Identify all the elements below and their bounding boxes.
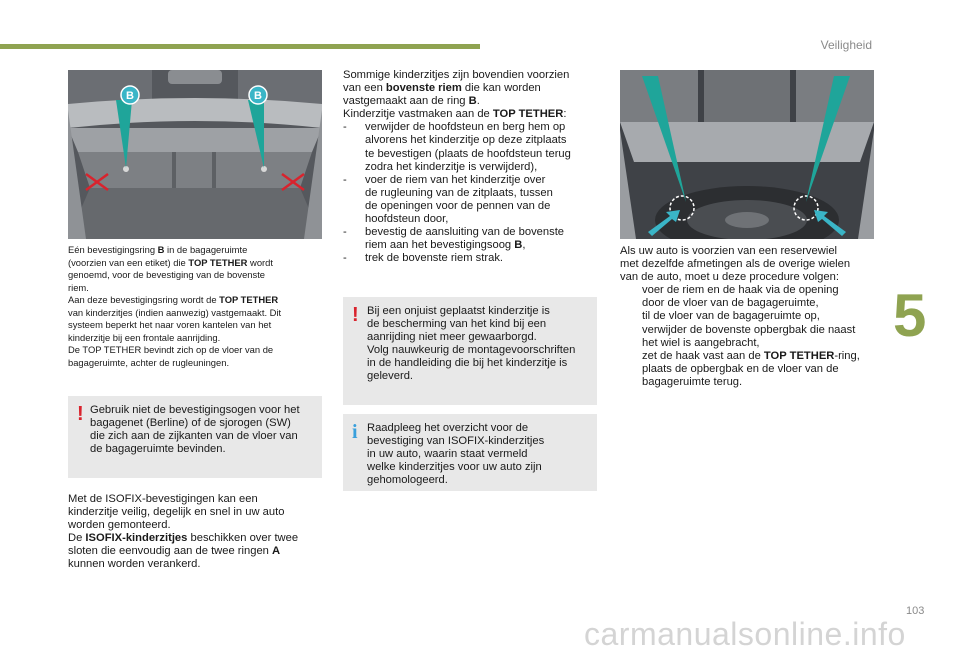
isofix-paragraph: Met de ISOFIX-bevestigingen kan een kinderzitje veilig, degelijk en snel in uw auto worden gemonteerd. De ISOFIX-kinderzitjes beschikken over twee sloten die eenvoudig aan de twee ringen A kunnen worden verankerd. <box>68 493 299 571</box>
figure-caption: Eén bevestigingsring B in de bagageruimte (voorzien van een etiket) die TOP TETHER wordt genoemd, voor de bevestiging van de bovenste riem. Aan deze bevestigingsring wordt de TOP TETHER van kinderzitjes (indien aanwezig) vastgemaakt. Dit systeem beperkt het naar voren kantelen van het kinderzitje bij een frontale aanrijding. De TOP TETHER bevindt zich op de vloer van de bagageruimte, achter de rugleuningen. <box>68 244 282 368</box>
chapter-number: 5 <box>893 282 927 349</box>
procedure-item: verwijder de bovenste opbergbak die naast het wiel is aangebracht, <box>642 323 856 349</box>
step-item: - verwijder de hoofdsteun en berg hem op alvorens het kinderzitje op deze zitplaats te bevestigen (plaats de hoofdsteun terug zodra het kinderzitje is verwijderd), <box>343 121 571 173</box>
warning-icon: ! <box>77 403 84 425</box>
warning-icon: ! <box>352 304 359 326</box>
top-tether-instructions: Sommige kinderzitjes zijn bovendien voorzien van een bovenste riem die kan worden vastgemaakt aan de ring B. Kinderzitje vastmaken aan de TOP TETHER: - verwijder de hoofdsteun en berg hem op alvorens het kinderzitje op deze zitplaats te bevestigen (plaats de hoofdsteun terug zodra het kinderzitje is verwijderd), - voer de riem van het kinderzitje over de rugleuning van de zitplaats, tussen de openingen voor de pennen van de hoofdsteun door, - bevestig de aansluiting van de bovenste riem aan het bevestigingsoog B, - trek de bovenste riem strak. <box>343 69 599 265</box>
marker-b-right: B <box>254 90 262 102</box>
header-accent-bar <box>0 44 480 49</box>
info-icon: i <box>352 421 358 443</box>
marker-b-left: B <box>126 90 134 102</box>
info-box-isofix-overview: i Raadpleeg het overzicht voor de bevestiging van ISOFIX-kinderzitjes in uw auto, waarin staat vermeld welke kinderzitjes voor uw auto zijn gehomologeerd. <box>343 414 597 491</box>
step-item: - voer de riem van het kinderzitje over de rugleuning van de zitplaats, tussen de openingen voor de pennen van de hoofdsteun door, <box>343 173 553 226</box>
procedure-item: zet de haak vast aan de TOP TETHER-ring, <box>642 349 860 362</box>
step-item: - trek de bovenste riem strak. <box>343 252 504 265</box>
page-number: 103 <box>906 605 925 617</box>
watermark-text: carmanualsonline.info <box>584 616 906 652</box>
procedure-item: voer de riem en de haak via de opening door de vloer van de bagageruimte, <box>642 284 839 310</box>
procedure-item: plaats de opbergbak en de vloer van de bagageruimte terug. <box>642 362 839 388</box>
step-item: - bevestig de aansluiting van de bovenste riem aan het bevestigingsoog B, <box>343 226 565 252</box>
procedure-item: til de vloer van de bagageruimte op, <box>642 310 820 323</box>
spare-wheel-tether-illustration <box>620 70 874 239</box>
trunk-tether-illustration <box>68 70 322 239</box>
section-title: Veiligheid <box>820 38 872 52</box>
warning-box-incorrect-seat: ! Bij een onjuist geplaatst kinderzitje is de bescherming van het kind bij een aanrijding niet meer gewaarborgd. Volg nauwkeurig de montagevoorschriften in de handleiding die bij het kinderzitje is geleverd. <box>343 297 597 405</box>
spare-wheel-procedure: Als uw auto is voorzien van een reservewiel met dezelfde afmetingen als de overige wielen van de auto, moet u deze procedure volgen: voer de riem en de haak via de opening door de vloer van de bagageruimte, til de vloer van de bagageruimte op, verwijder de bovenste opbergbak die naast het wiel is aangebracht, zet de haak vast aan de TOP TETHER-ring, plaats de opbergbak en de vloer van de bagageruimte terug. <box>620 245 882 389</box>
warning-box-anchor-eyes: ! Gebruik niet de bevestigingsogen voor het bagagenet (Berline) of de sjorogen (SW) die zich aan de zijkanten van de vloer van de bagageruimte bevinden. <box>68 396 322 478</box>
